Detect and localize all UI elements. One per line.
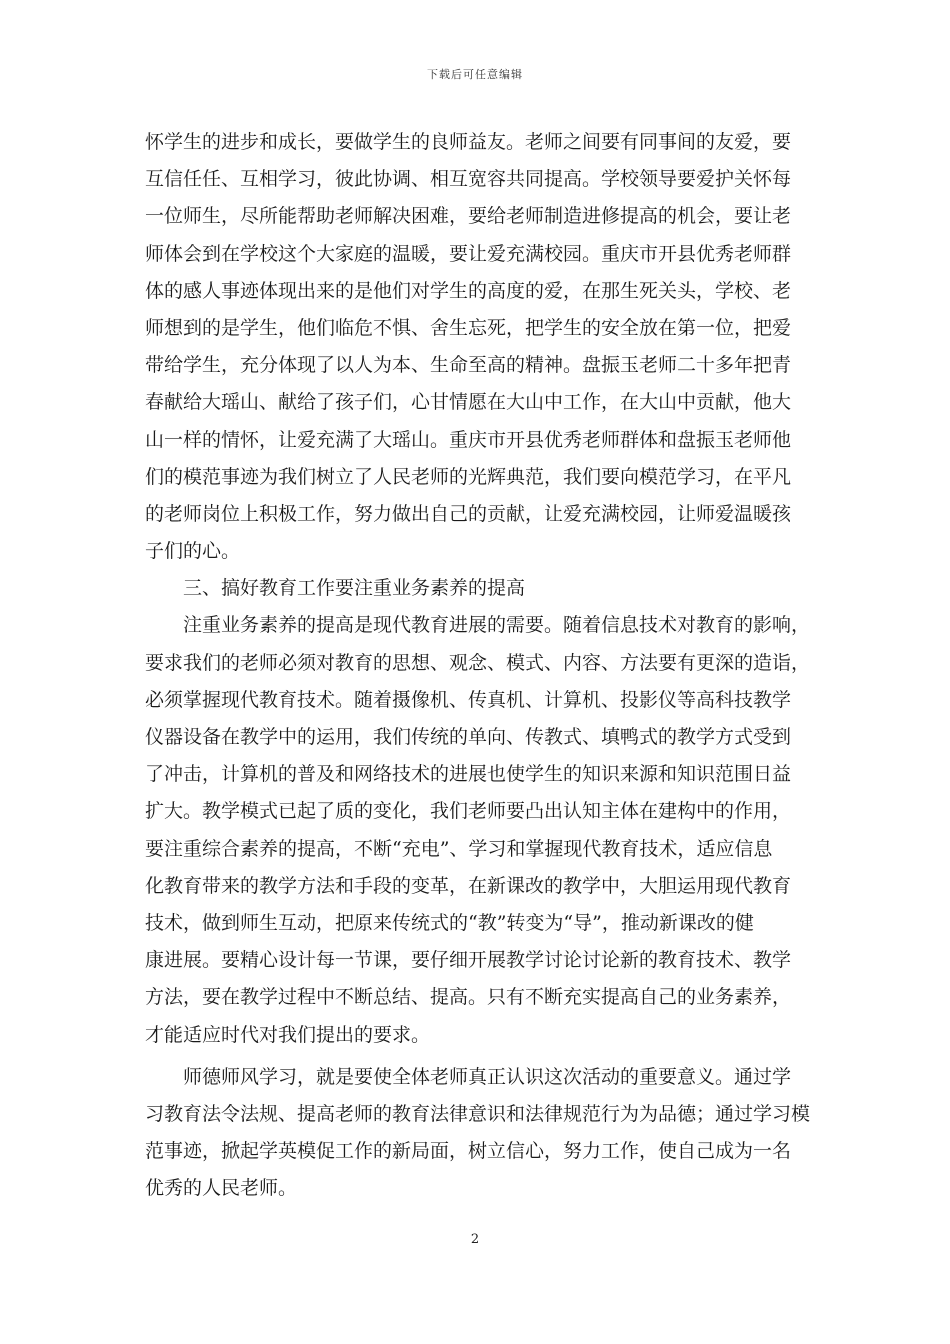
body-line: 春献给大瑶山、献给了孩子们，心甘情愿在大山中工作，在大山中贡献，他大 [145, 391, 792, 414]
body-line: 化教育带来的教学方法和手段的变革，在新课改的教学中，大胆运用现代教育 [145, 874, 792, 897]
body-line: 必须掌握现代教育技术。随着摄像机、传真机、计算机、投影仪等高科技教学 [145, 688, 792, 711]
body-line: 技术，做到师生互动，把原来传统式的“教”转变为“导”，推动新课改的健 [145, 911, 754, 934]
body-line: 的老师岗位上积极工作，努力做出自己的贡献，让爱充满校园，让师爱温暖孩 [145, 502, 792, 525]
body-line: 优秀的人民老师。 [145, 1177, 298, 1200]
page-number: 2 [470, 1232, 480, 1247]
body-line: 要求我们的老师必须对教育的思想、观念、模式、内容、方法要有更深的造诣， [145, 651, 810, 674]
body-line: 怀学生的进步和成长，要做学生的良师益友。老师之间要有同事间的友爱，要 [145, 131, 792, 153]
body-line: 体的感人事迹体现出来的是他们对学生的高度的爱，在那生死关头，学校、老 [145, 279, 792, 302]
body-line: 要注重综合素养的提高，不断“充电”、学习和掌握现代教育技术，适应信息 [145, 837, 773, 860]
body-line: 带给学生，充分体现了以人为本、生命至高的精神。盘振玉老师二十多年把青 [145, 354, 792, 377]
body-line: 范事迹，掀起学英模促工作的新局面，树立信心，努力工作，使自己成为一名 [145, 1140, 792, 1163]
body-line: 方法，要在教学过程中不断总结、提高。只有不断充实提高自己的业务素养， [145, 986, 792, 1009]
body-line: 们的模范事迹为我们树立了人民老师的光辉典范，我们要向模范学习，在平凡 [145, 465, 792, 488]
body-line: 山一样的情怀，让爱充满了大瑶山。重庆市开县优秀老师群体和盘振玉老师他 [145, 428, 792, 451]
body-line: 了冲击，计算机的普及和网络技术的进展也使学生的知识来源和知识范围日益 [145, 763, 792, 786]
section-heading: 三、搞好教育工作要注重业务素养的提高 [183, 577, 526, 600]
body-line: 师体会到在学校这个大家庭的温暖，要让爱充满校园。重庆市开县优秀老师群 [145, 242, 792, 265]
body-line: 一位师生，尽所能帮助老师解决困难，要给老师制造进修提高的机会，要让老 [145, 205, 792, 228]
body-line: 互信任任、互相学习，彼此协调、相互宽容共同提高。学校领导要爱护关怀每 [145, 168, 792, 191]
body-line: 师德师风学习，就是要使全体老师真正认识这次活动的重要意义。通过学 [183, 1065, 792, 1088]
body-line: 仪器设备在教学中的运用，我们传统的单向、传教式、填鸭式的教学方式受到 [145, 726, 792, 748]
body-line: 扩大。教学模式已起了质的变化，我们老师要凸出认知主体在建构中的作用， [145, 800, 792, 823]
body-line: 注重业务素养的提高是现代教育进展的需要。随着信息技术对教育的影响， [183, 614, 810, 637]
document-body [145, 124, 810, 1207]
body-line: 师想到的是学生，他们临危不惧、舍生忘死，把学生的安全放在第一位，把爱 [145, 316, 792, 339]
body-line: 康进展。要精心设计每一节课，要仔细开展教学讨论讨论新的教育技术、教学 [145, 949, 792, 972]
page-header: 下载后可任意编辑 [427, 68, 523, 81]
body-line: 子们的心。 [145, 540, 241, 563]
body-line: 习教育法令法规、提高老师的教育法律意识和法律规范行为为品德；通过学习模 [145, 1102, 810, 1125]
body-line: 才能适应时代对我们提出的要求。 [145, 1023, 431, 1046]
